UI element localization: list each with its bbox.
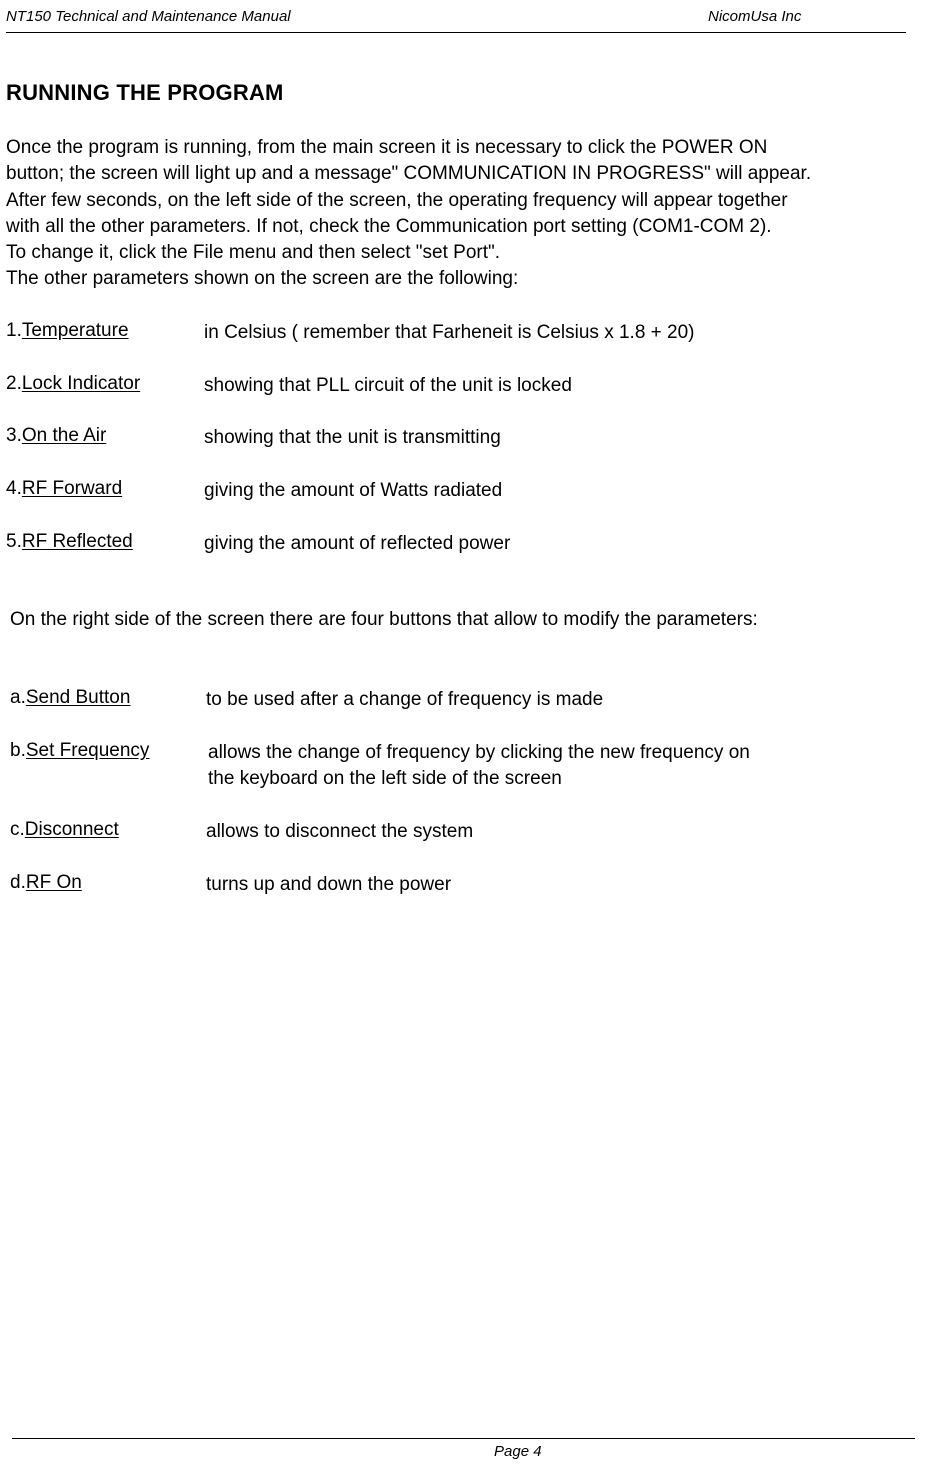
parameter-term: 2.Lock Indicator: [6, 373, 141, 394]
buttons-intro: On the right side of the screen there are four buttons that allow to modify the parameters:: [10, 609, 758, 630]
intro-line: After few seconds, on the left side of the screen, the operating frequency will appear together: [6, 189, 788, 211]
intro-paragraph: [6, 135, 911, 293]
intro-line: To change it, click the File menu and then select "set Port".: [6, 242, 501, 264]
company-name: NicomUsa Inc: [708, 8, 802, 25]
button-description: to be used after a change of frequency is made: [206, 689, 604, 710]
page-number: Page 4: [494, 1443, 542, 1460]
intro-line: Once the program is running, from the main screen it is necessary to click the POWER ON: [6, 137, 768, 158]
intro-line: with all the other parameters. If not, check the Communication port setting (COM1-COM 2).: [6, 215, 772, 237]
button-term: d.RF On: [10, 872, 82, 893]
section-heading: RUNNING THE PROGRAM: [6, 80, 284, 105]
parameter-term: 1.Temperature: [6, 320, 129, 341]
page-footer: [12, 1438, 915, 1460]
button-description: allows the change of frequency by clicking the new frequency on the keyboard on the left side of the screen: [208, 742, 750, 789]
button-term: c.Disconnect: [10, 819, 119, 840]
page-header: [6, 6, 906, 33]
parameter-description: showing that the unit is transmitting: [204, 427, 501, 448]
parameter-description: in Celsius ( remember that Farheneit is Celsius x 1.8 + 20): [204, 322, 695, 343]
parameter-term: 5.RF Reflected: [6, 531, 133, 552]
parameter-description: giving the amount of reflected power: [204, 533, 511, 554]
button-term: b.Set Frequency: [10, 740, 150, 761]
button-description: allows to disconnect the system: [206, 821, 474, 842]
manual-title: NT150 Technical and Maintenance Manual: [6, 8, 291, 25]
parameter-term: 4.RF Forward: [6, 478, 123, 499]
parameter-description: giving the amount of Watts radiated: [204, 480, 503, 501]
parameter-term: 3.On the Air: [6, 425, 107, 446]
intro-line: button; the screen will light up and a message" COMMUNICATION IN PROGRESS" will appear.: [6, 163, 812, 185]
button-term: a.Send Button: [10, 687, 131, 708]
button-description: turns up and down the power: [206, 874, 452, 895]
intro-line: The other parameters shown on the screen are the following:: [6, 268, 519, 290]
parameter-description: showing that PLL circuit of the unit is locked: [204, 375, 572, 396]
